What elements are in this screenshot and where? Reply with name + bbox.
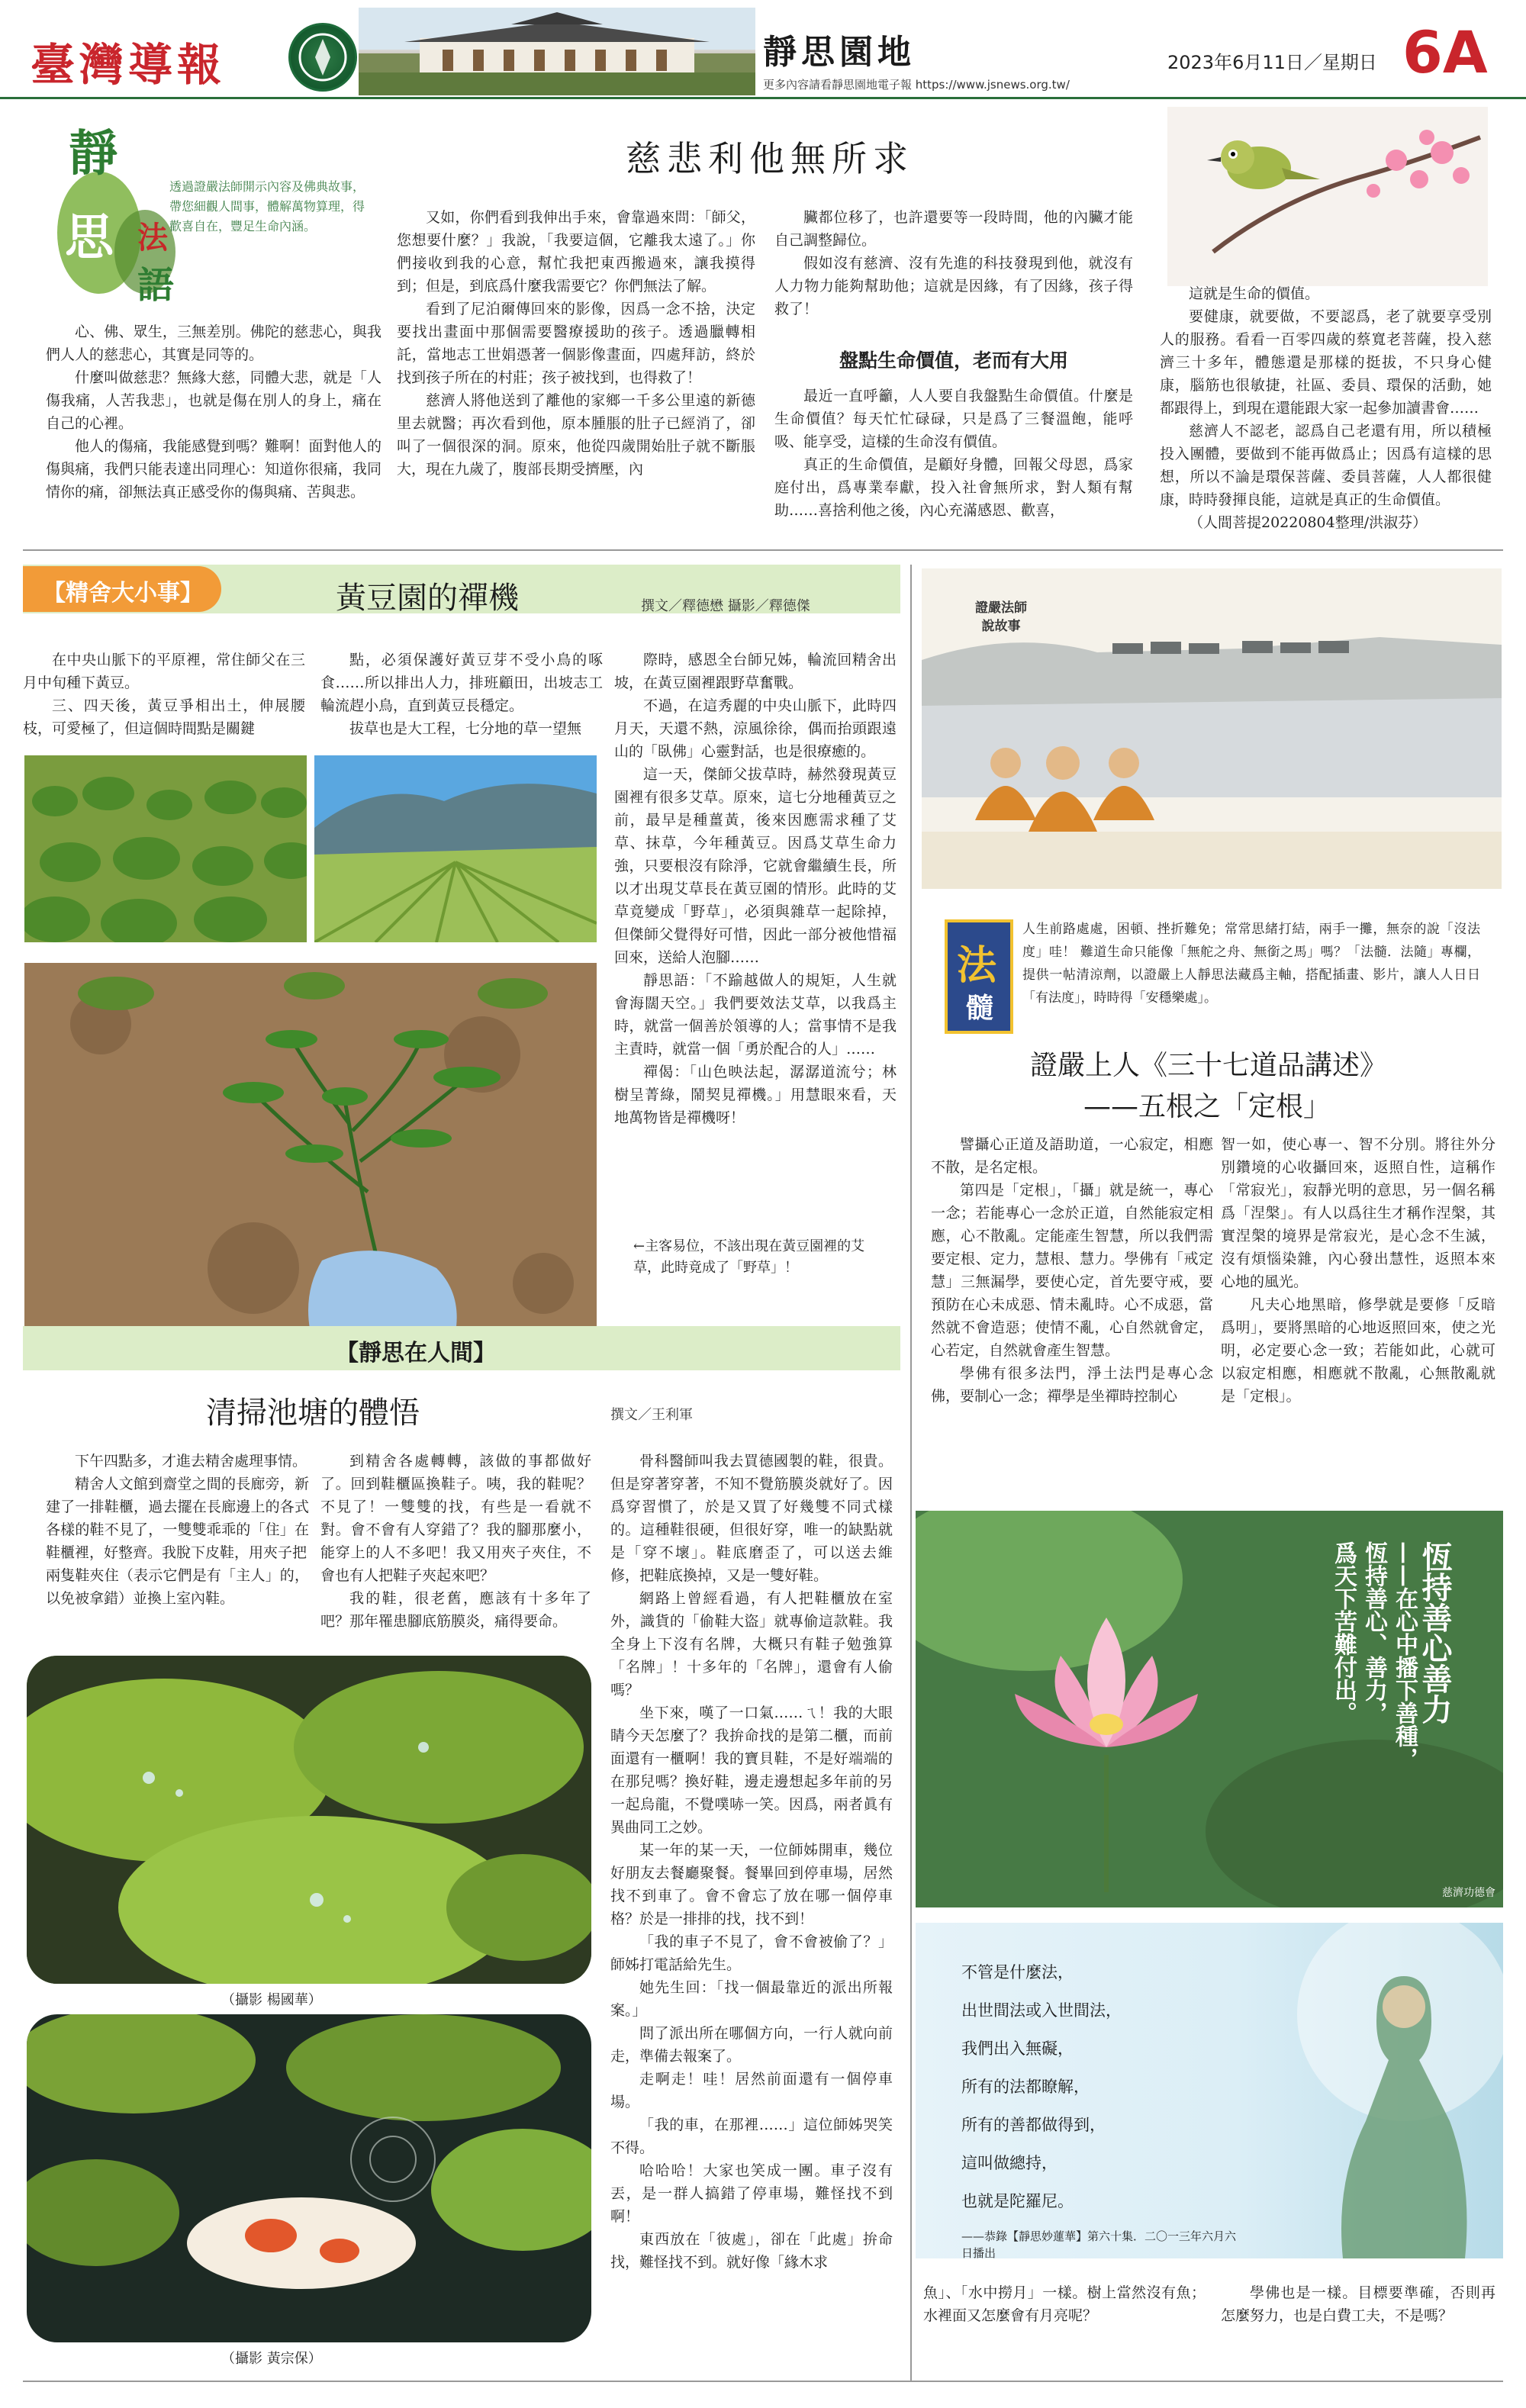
paragraph: 臟都位移了，也許還要等一段時間，他的內臟才能自己調整歸位。	[774, 209, 1133, 249]
paragraph: 真正的生命價值，是顧好身體，回報父母恩，爲家庭付出，爲專業奉獻，投入社會無所求，對人類有幫助……喜捨利他之後，內心充滿感恩、歡喜，	[774, 456, 1133, 519]
paragraph: 看到了尼泊爾傳回來的影像，因爲一念不捨，決定要找出畫面中那個需要醫療援助的孩子。透過臘轉相託，當地志工世娟憑著一個影像畫面，四處拜訪，終於找到孩子所在的村莊；孩子被找到，也得救了！	[397, 301, 755, 386]
pond-title: 清掃池塘的體悟	[206, 1396, 420, 1431]
paragraph: 學佛也是一樣。目標要準確，否則再怎麼努力，也是白費工夫，不是嗎？	[1221, 2284, 1495, 2324]
soybean-column-1	[23, 649, 305, 740]
paragraph: 凡夫心地黑暗，修學就是要修「反暗爲明」，要將黑暗的心地返照回來，使之光明，必定要心念一致；若能如此，心就可以寂定相應，相應就不散亂，心無散亂就是「定根」。	[1221, 1296, 1495, 1405]
lotus-verse-title: 恆持善心善力	[1417, 1541, 1453, 1724]
jingsi-column-4	[1160, 282, 1492, 534]
verse-source: ——恭錄【靜思妙蓮華】第六十集．二〇一三年六月六日播出	[961, 2229, 1237, 2258]
monks-story-illustration	[922, 568, 1502, 889]
pond-tail-left	[923, 2281, 1206, 2327]
bird-blossom-photo	[1167, 107, 1488, 286]
verse-line: 出世間法或入世間法，	[961, 2001, 1122, 2020]
paragraph: 「我的車，在那裡……」這位師姊哭笑不得。	[610, 2117, 893, 2156]
dharma-intro: 人生前路處處，困頓、挫折難免；常常思緒打結，兩手一攤，無奈的說「沒法度」哇！ 難道生命只能像「無舵之舟、無銜之馬」嗎？「法髓．法隨」專欄，提供一帖清涼劑，以證嚴上人靜思法藏爲主軸，搭配插畫、影片，讓人人日日「有法度」，時時得「安穩樂處」。	[1022, 922, 1480, 1006]
soybean-byline: 撰文／釋德懋 攝影／釋德傑	[641, 598, 810, 614]
dharma-column-1	[931, 1133, 1213, 1408]
verse-lines	[961, 1953, 1122, 2220]
jingsi-column-3	[774, 206, 1133, 522]
paragraph: 要健康，就要做，不要認爲，老了就要享受別人的服務。看看一百零四歲的蔡寬老菩薩，投入慈濟三十多年，體態還是那樣的挺拔，不只身心健康，腦筋也很敏捷，社區、委員、環保的活動，她都跟得上，到現在還能跟大家一起參加讀書會……	[1160, 308, 1492, 417]
lotus-verse-line: 爲天下苦難付出。	[1330, 1541, 1357, 1724]
verse-line: 也就是陀羅尼。	[961, 2192, 1074, 2210]
paragraph: 假如沒有慈濟、沒有先進的科技發現到他，就沒有人力物力能夠幫助他；這就是因緣，有了因緣，孩子得救了！	[774, 255, 1133, 317]
paragraph: 魚」、「水中撈月」一樣。樹上當然沒有魚；水裡面又怎麼會有月亮呢？	[923, 2284, 1206, 2324]
paragraph: 某一年的某一天，一位師姊開車，幾位好朋友去餐廳聚餐。餐畢回到停車場，居然找不到車了。會不會忘了放在哪一個停車格？於是一排排的找，找不到！	[610, 1842, 893, 1927]
pond-column-3	[610, 1450, 893, 2274]
paragraph: 靜思語：「不踰越做人的規矩，人生就會海闊天空。」我們要效法艾草，以我爲主時，就當一個善於領導的人；當事情不是我主責時，就當一個「勇於配合的人」……	[614, 972, 897, 1058]
jingsi-subhead: 盤點生命價值，老而有大用	[839, 349, 1068, 372]
paragraph: 心、佛、眾生，三無差別。佛陀的慈悲心，與我們人人的慈悲心，其實是同等的。	[46, 324, 382, 363]
paragraph: 兩隻鞋夾住（表示它們是有「主人」的，以免被拿錯）並換上室內鞋。	[46, 1567, 309, 1607]
soybean-title: 黃豆園的禪機	[336, 581, 519, 616]
verse-line: 這叫做總持，	[961, 2154, 1058, 2172]
paragraph: 際時，感恩全台師兄姊，輪流回精舍出坡，在黃豆園裡跟野草奮戰。	[614, 652, 897, 691]
paragraph: 東西放在「彼處」，卻在「此處」拚命找，難怪找不到。就好像「緣木求	[610, 2231, 893, 2271]
paragraph: 譬攝心正道及語助道，一心寂定，相應不散，是名定根。	[931, 1136, 1213, 1176]
verse-line: 所有的法都瞭解，	[961, 2078, 1090, 2096]
pond-byline: 撰文／王利軍	[610, 1407, 693, 1423]
jingsi-column-1	[46, 320, 382, 504]
verse-panel	[916, 1923, 1503, 2258]
paragraph: 「我的車子不見了，會不會被偷了？」師姊打電話給先生。	[610, 1933, 893, 1973]
mugwort-photo-caption: ←主客易位，不該出現在黃豆園裡的艾草，此時竟成了「野草」！	[633, 1238, 865, 1276]
dharma-title-line-1: 證嚴上人《三十七道品講述》	[1030, 1050, 1388, 1081]
section-divider	[23, 549, 1503, 551]
paragraph: 第四是「定根」，「攝」就是統一，專心一念；若能專心一念於正道，自然能寂定相應，心不散亂。定能產生智慧，所以我們需要定根、定力，慧根、慧力。學佛有「戒定慧」三無漏學，要使心定，首先要守戒，要預防在心未成惡、情未亂時。心不成惡，當然就不會造惡；使情不亂，心自然就會定，心若定，自然就會產生智慧。	[931, 1182, 1213, 1359]
paragraph: 我的鞋，很老舊，應該有十多年了吧？那年罹患腳底筋膜炎，痛得要命。	[320, 1590, 591, 1630]
soybean-field-photo-1	[24, 755, 307, 942]
lotus-verse-line: ——在心中播下善種，	[1391, 1541, 1418, 1770]
jingsi-column-2	[397, 206, 755, 481]
soybean-column-2	[320, 649, 603, 740]
paragraph: 點，必須保護好黃豆芽不受小鳥的啄食……所以排出人力，排班顧田，出坡志工輪流趕小鳥，直到黃豆長穩定。	[320, 652, 603, 714]
paragraph: 最近一直呼籲，人人要自我盤點生命價值。什麼是生命價值？每天忙忙碌碌，只是爲了三餐溫飽，能呼吸、能享受，這樣的生命沒有價值。	[774, 388, 1133, 450]
paragraph: 學佛有很多法門，淨土法門是專心念佛，要制心一念；禪學是坐禪時控制心	[931, 1365, 1213, 1405]
section-subtitle: 更多內容請看靜思園地電子報 https://www.jsnews.org.tw/	[763, 78, 1070, 92]
dharma-title-line-2: ——五根之「定根」	[1083, 1091, 1331, 1122]
jing-si-abode-photo	[359, 8, 755, 95]
paragraph: 又如，你們看到我伸出手來，會靠過來問：「師父，您想要什麼？」我說，「我要這個，它離我太遠了。」你們接收到我的心意，幫忙我把東西搬過來，讓我摸得到；但是，到底爲什麼我需要它？你們無法了解。	[397, 209, 755, 295]
mugwort-in-hand-photo	[24, 963, 597, 1348]
issue-date: 2023年6月11日／星期日	[1167, 52, 1377, 73]
column-divider	[910, 565, 912, 2381]
paragraph: 智一如，使心專一、智不分別。將往外分別鑽境的心收攝回來，返照自性，這稱作「常寂光」，寂靜光明的意思，另一個名稱爲「涅槃」。有人以爲往生才稱作涅槃，其實涅槃的境界是常寂光，是心念不生滅，沒有煩惱染雜，內心發出慧性，返照本來心地的風光。	[1221, 1136, 1495, 1290]
paragraph: 下午四點多，才進去精舍處理事情。	[75, 1453, 307, 1470]
verse-line: 所有的善都做得到，	[961, 2116, 1106, 2134]
paragraph: 慈濟人不認老，認爲自己老還有用，所以積極投入團體，要做到不能再做爲止；因爲有這樣的思想，所以不論是環保菩薩、委員菩薩，人人都很健康，時時發揮良能，這就是真正的生命價值。	[1160, 423, 1492, 508]
masthead	[0, 0, 1526, 99]
dharma-badge-char-2: 髓	[966, 992, 994, 1024]
paragraph: 他人的傷痛，我能感覺到嗎？難啊！面對他人的傷與痛，我們只能表達出同理心：知道你很痛，我同情你的痛，卻無法真正感受你的傷與痛、苦與悲。	[46, 438, 382, 501]
koi-pond-photo	[27, 2014, 591, 2342]
badge-char-1: 靜	[69, 125, 118, 182]
pond-photo-caption-2: （攝影 黃宗保）	[221, 2351, 322, 2367]
pond-tail-right	[1221, 2281, 1495, 2327]
lotus-credit: 慈濟功德會	[1442, 1887, 1495, 1899]
illustration-label-line-1: 證嚴法師	[975, 600, 1027, 616]
paragraph: 什麼叫做慈悲？無緣大慈，同體大悲，就是「人傷我痛，人苦我悲」，也就是傷在別人的身上，痛在自己的心裡。	[46, 369, 382, 432]
badge-char-4: 語	[137, 264, 175, 307]
paragraph: 走啊走！哇！居然前面還有一個停車場。	[610, 2071, 893, 2110]
paragraph: 禪偈：「山色映法起，潺潺道流兮；林樹呈菁綠，鬧契見禪機。」用慧眼來看，天地萬物皆是禪機呀！	[614, 1064, 897, 1126]
badge-char-2: 思	[65, 209, 114, 266]
lily-pads-photo	[27, 1656, 591, 1984]
paragraph: 在中央山脈下的平原裡，常住師父在三月中旬種下黃豆。	[23, 652, 305, 691]
paragraph: 不過，在這秀麗的中央山脈下，此時四月天，天還不熱，涼風徐徐，偶而抬頭跟遠山的「臥佛」心靈對話，也是很療癒的。	[614, 697, 897, 760]
verse-line: 我們出入無礙，	[961, 2039, 1074, 2058]
pond-section-tag: 【靜思在人間】	[336, 1340, 496, 1367]
lotus-verse-line: 恆持善心、善力，	[1360, 1541, 1387, 1724]
jingsi-title: 慈悲利他無所求	[626, 138, 914, 179]
paragraph: 拔草也是大工程，七分地的草一望無	[349, 720, 582, 737]
paragraph: 坐下來，嘆了一口氣……ㄟ！我的大眼睛今天怎麼了？我拚命找的是第二櫃，而前面還有一櫃啊！我的寶貝鞋，不是好端端的在那兒嗎？換好鞋，邊走邊想起多年前的另一起烏龍，不覺噗哧一笑。因爲，兩者眞有異曲同工之妙。	[610, 1705, 893, 1836]
page-number: 6A	[1402, 18, 1488, 86]
paragraph: 三、四天後，黃豆爭相出土，伸展腰枝，可愛極了，但這個時間點是關鍵	[23, 697, 305, 737]
paragraph: 到精舍各處轉轉，該做的事都做好了。回到鞋櫃區換鞋子。咦，我的鞋呢？不見了！一雙雙的找，有些是一看就不對。會不會有人穿錯了？我的腳那麼小，能穿上的人不多吧！我又用夾子夾住，不會也有人把鞋子夾起來吧？	[320, 1453, 591, 1584]
paragraph: 骨科醫師叫我去買德國製的鞋，很貴。但是穿著穿著，不知不覺筋膜炎就好了。因爲穿習慣了，於是又買了好幾雙不同式樣的。這種鞋很硬，但很好穿，唯一的缺點就是「穿不壞」。鞋底磨歪了，可以送去維修，把鞋底換掉，又是一雙好鞋。	[610, 1453, 893, 1584]
illustration-label-line-2: 說故事	[981, 619, 1021, 634]
paragraph: 網路上曾經看過，有人把鞋櫃放在室外，識貨的「偷鞋大盜」就專偷這款鞋。我全身上下沒有名牌，大概只有鞋子勉強算「名牌」！十多年的「名牌」，還會有人偷嗎？	[610, 1590, 893, 1698]
section-tag: 【精舍大小事】	[23, 566, 221, 612]
verse-line: 不管是什麼法，	[961, 1963, 1074, 1981]
bodhisattva-figure-icon	[1244, 1923, 1503, 2258]
badge-char-3: 法	[137, 220, 168, 256]
pond-column-1	[46, 1450, 309, 1610]
paragraph: 她先生回：「找一個最靠近的派出所報案。」	[610, 1979, 893, 2019]
paragraph: 哈哈哈！大家也笑成一團。車子沒有丟，是一群人搞錯了停車場，難怪找不到啊！	[610, 2162, 893, 2225]
dharma-badge-char-1: 法	[957, 942, 997, 989]
paragraph: 這一天，傑師父拔草時，赫然發現黃豆園裡有很多艾草。原來，這七分地種黃豆之前，最早是種薑黃，後來因應需求種了艾草、抹草，今年種黃豆。因爲艾草生命力強，只要根沒有除淨，它就會繼續生長，所以才出現艾草長在黃豆園的情形。此時的艾草竟變成「野草」，必須與雜草一起除掉，但傑師父覺得好可惜，因此一部分被他惜福回來，送給人泡腳……	[614, 766, 897, 966]
lotus-verse	[1328, 1541, 1453, 1862]
paragraph: 問了派出所在哪個方向，一行人就向前走，準備去報案了。	[610, 2025, 893, 2065]
paragraph: 這就是生命的價值。	[1189, 285, 1320, 302]
newspaper-logo: 臺灣導報	[31, 39, 227, 91]
page-bottom-rule	[23, 2381, 1503, 2382]
paragraph: 精舍人文館到齋堂之間的長廊旁，新建了一排鞋櫃，過去擺在長廊邊上的各式各樣的鞋不見了，一雙雙乖乖的「住」在鞋櫃裡，好整齊。我脫下皮鞋，用夾子把	[46, 1476, 309, 1561]
paragraph: 慈濟人將他送到了離他的家鄉一千多公里遠的新德里去就醫；再次看到他，原本腫脹的肚子已經消了，卻叫了一個很深的洞。原來，他從四歲開始肚子就不斷脹大，現在九歲了，腹部長期受擠壓，內	[397, 392, 755, 478]
illustration-label	[975, 599, 1027, 636]
pond-column-2	[320, 1450, 591, 1633]
lotus-photo	[916, 1511, 1503, 1907]
dharma-column-2	[1221, 1133, 1495, 1408]
article-source: （人間菩提20220804整理/洪淑芬）	[1189, 514, 1428, 531]
dharma-badge	[945, 919, 1013, 1034]
jingsi-intro: 透過證嚴法師開示內容及佛典故事，帶您細觀人間事，體解萬物算理，得歡喜自在，豐足生命內涵。	[169, 179, 365, 233]
soybean-column-3	[614, 649, 897, 1129]
section-title: 靜思園地	[763, 33, 916, 72]
soybean-field-photo-2	[314, 755, 597, 942]
tzu-chi-emblem-icon	[288, 23, 357, 92]
pond-photo-caption-1: （攝影 楊國華）	[221, 1992, 322, 2008]
